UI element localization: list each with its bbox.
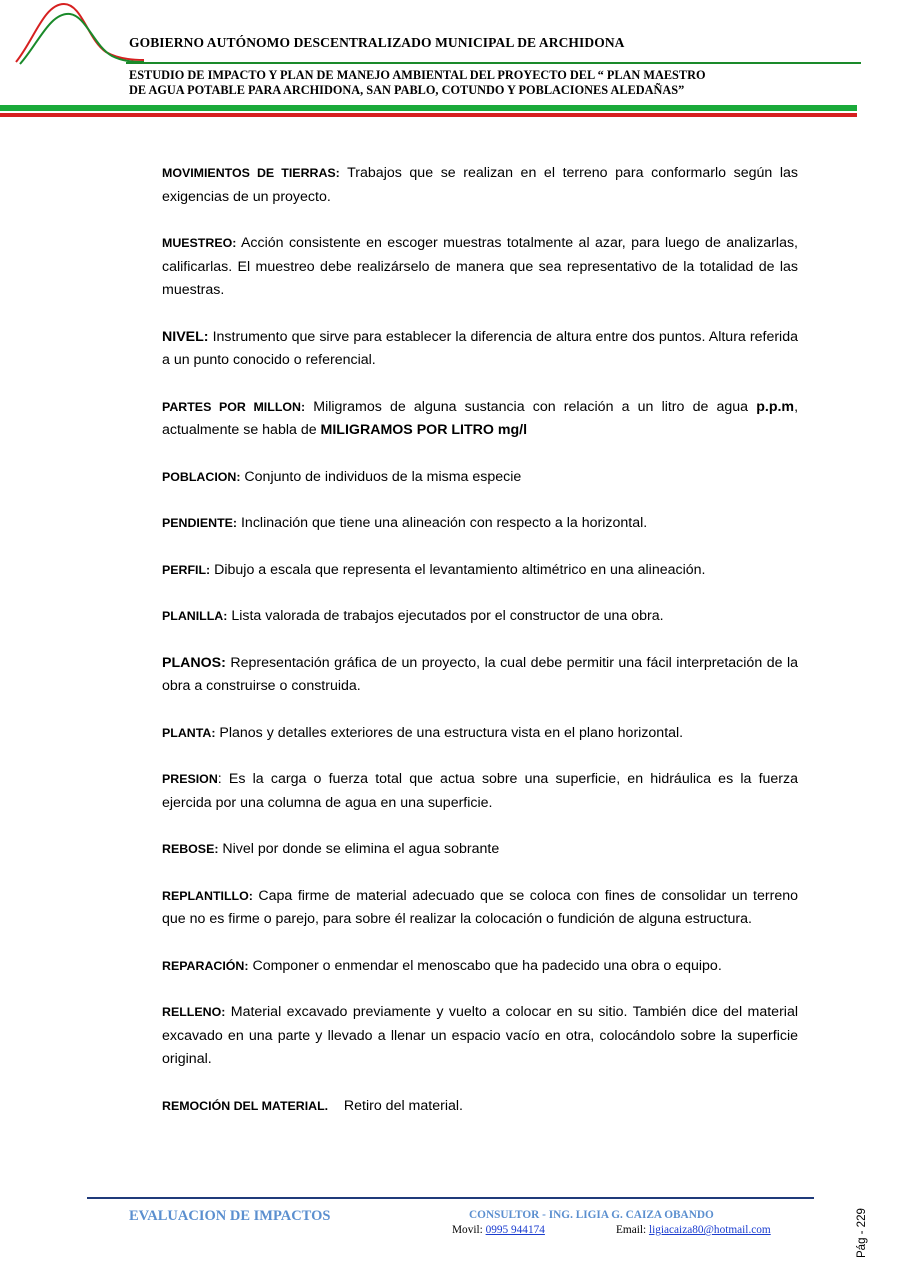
footer-contact — [452, 1224, 812, 1236]
glossary-term: PLANOS: — [162, 654, 226, 671]
email-link[interactable]: ligiacaiza80@hotmail.com — [648, 1224, 771, 1236]
header-red-bar — [0, 113, 857, 117]
glossary-definition: Inclinación que tiene una alineación con respecto a la horizontal. — [237, 515, 648, 531]
glossary-term: PARTES POR MILLON: — [162, 399, 306, 414]
glossary-term: MOVIMIENTOS DE TIERRAS: — [162, 166, 340, 180]
glossary-term: PRESION — [162, 772, 218, 786]
header-divider — [126, 62, 861, 64]
glossary-definition: Trabajos que se realizan en el terreno para conformarlo según las exigencias de un proyecto. — [162, 165, 799, 205]
footer-section-title: EVALUACION DE IMPACTOS — [129, 1208, 331, 1224]
movil-link[interactable]: 0995 944174 — [485, 1224, 545, 1236]
glossary-definition: : Es la carga o fuerza total que actua sobre una superficie, en hidráulica es la fuerza ejercida por una columna de agua en una superficie. — [162, 771, 798, 811]
glossary-entry — [162, 326, 798, 373]
header-subtitle-line-1: ESTUDIO DE IMPACTO Y PLAN DE MANEJO AMBIENTAL DEL PROYECTO DEL “ PLAN MAESTRO — [129, 68, 706, 82]
glossary-term: REPLANTILLO: — [162, 888, 253, 903]
glossary-entry — [162, 722, 798, 746]
header-subtitle — [129, 68, 829, 98]
footer-divider — [87, 1197, 814, 1199]
footer-email — [616, 1224, 771, 1236]
glossary-entry — [162, 768, 798, 815]
glossary-term: REMOCIÓN DEL MATERIAL. — [162, 1098, 329, 1113]
glossary-entry — [162, 652, 798, 699]
glossary-entry — [162, 1095, 798, 1119]
header-title: GOBIERNO AUTÓNOMO DESCENTRALIZADO MUNICIPAL DE ARCHIDONA — [129, 35, 625, 50]
glossary-definition: Dibujo a escala que representa el levantamiento altimétrico en una alineación. — [210, 561, 706, 578]
glossary-definition: Lista valorada de trabajos ejecutados por el constructor de una obra. — [227, 608, 664, 624]
glossary-term: NIVEL: — [162, 328, 209, 345]
glossary-term: PLANILLA: — [162, 609, 228, 623]
movil-label: Movil: — [452, 1224, 486, 1236]
glossary-entry — [162, 605, 798, 629]
glossary-entry — [162, 885, 798, 932]
page-number: Pág - 229 — [856, 1208, 868, 1258]
glossary-content — [162, 162, 798, 1141]
glossary-definition: Capa firme de material adecuado que se coloca con fines de consolidar un terreno que no es firme o parejo, para sobre él realizar la colocación o fundición de alguna estructura. — [162, 887, 798, 927]
glossary-definition-cont: , actualmente se habla de — [162, 398, 799, 438]
glossary-entry — [162, 955, 798, 979]
glossary-entry — [162, 396, 798, 443]
glossary-entry — [162, 512, 798, 536]
glossary-definition: Nivel por donde se elimina el agua sobrante — [218, 841, 500, 857]
glossary-term: PLANTA: — [162, 725, 216, 740]
glossary-definition: Instrumento que sirve para establecer la diferencia de altura entre dos puntos. Altura referida a un punto conocido o referencial. — [162, 328, 798, 368]
glossary-entry — [162, 559, 798, 583]
municipality-logo-icon — [14, 0, 144, 70]
footer-consultant: CONSULTOR - ING. LIGIA G. CAIZA OBANDO — [469, 1209, 714, 1221]
glossary-term: RELLENO: — [162, 1005, 226, 1019]
glossary-term: PENDIENTE: — [162, 516, 238, 530]
glossary-definition: Representación gráfica de un proyecto, la cual debe permitir una fácil interpretación de la obra a construirse o construida. — [162, 654, 798, 694]
glossary-definition: Conjunto de individuos de la misma especie — [240, 468, 522, 485]
glossary-definition: Acción consistente en escoger muestras totalmente al azar, para luego de analizarlas, calificarlas. El muestreo debe realizárselo de manera que sea representativo de la totalidad de las muestras. — [162, 235, 798, 298]
glossary-term: PERFIL: — [162, 562, 211, 577]
mg-per-liter-label: MILIGRAMOS POR LITRO mg/l — [320, 422, 528, 438]
glossary-term: REPARACIÓN: — [162, 958, 249, 973]
glossary-entry — [162, 838, 798, 862]
glossary-term: MUESTREO: — [162, 236, 237, 250]
glossary-term: POBLACION: — [162, 469, 241, 484]
header-subtitle-line-2: DE AGUA POTABLE PARA ARCHIDONA, SAN PABLO, COTUNDO Y POBLACIONES ALEDAÑAS” — [129, 83, 685, 97]
email-label: Email: — [616, 1224, 649, 1236]
glossary-entry — [162, 1001, 798, 1072]
glossary-entry — [162, 232, 798, 303]
glossary-term: REBOSE: — [162, 842, 219, 856]
glossary-definition: Material excavado previamente y vuelto a colocar en su sitio. También dice del material excavado en una parte y llevado a llenar un espacio vacío en otra, colocándolo sobre la superficie original. — [162, 1004, 798, 1067]
glossary-definition: Planos y detalles exteriores de una estructura vista en el plano horizontal. — [215, 724, 684, 741]
glossary-entry — [162, 466, 798, 490]
glossary-definition: Componer o enmendar el menoscabo que ha padecido una obra o equipo. — [248, 957, 722, 974]
glossary-entry — [162, 162, 798, 209]
ppm-abbreviation: p.p.m — [756, 398, 795, 415]
glossary-definition: Miligramos de alguna sustancia con relación a un litro de agua — [305, 398, 757, 415]
glossary-definition: Retiro del material. — [328, 1097, 463, 1114]
